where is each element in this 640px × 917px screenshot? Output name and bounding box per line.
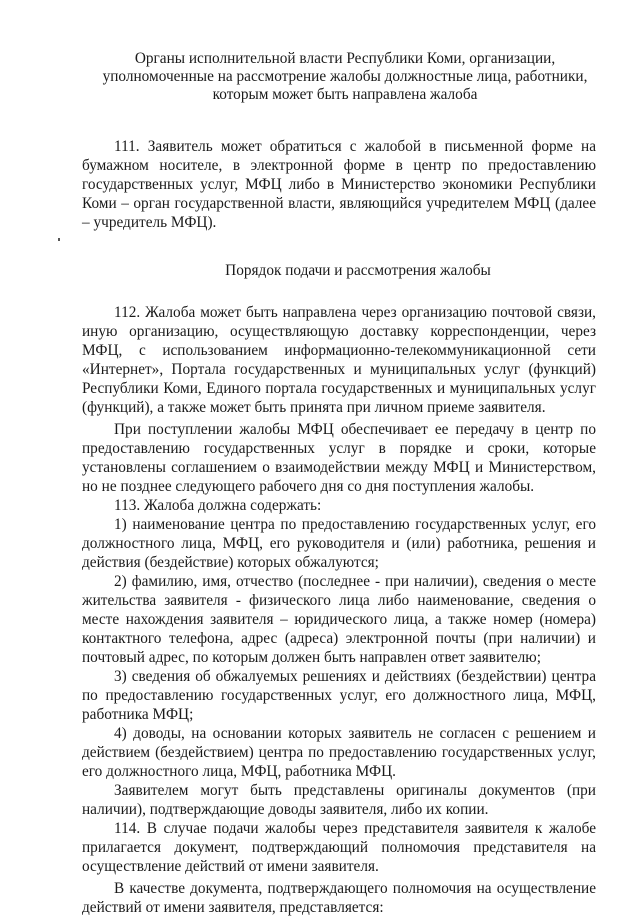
heading-line-1: Органы исполнительной власти Республики Коми, организации,	[134, 50, 556, 67]
section-title: Порядок подачи и рассмотрения жалобы	[225, 262, 491, 279]
paragraph-originals: Заявителем могут быть представлены оригиналы документов (при наличии), подтверждающие доводы заявителя, либо их копии.	[82, 782, 596, 818]
list-item-1: 1) наименование центра по предоставлению государственных услуг, его должностного лица, МФЦ, его руководителя и (или) работника, решения и действия (бездействие) которых обжалуются;	[82, 516, 596, 571]
paragraph-113: 113. Жалоба должна содержать:	[114, 497, 322, 514]
scan-speck	[58, 238, 60, 241]
paragraph-114: 114. В случае подачи жалобы через представителя заявителя к жалобе прилагается документ, подтверждающий полномочия представителя на осуществление действий от имени заявителя.	[82, 820, 596, 875]
paragraph-111: 111. Заявитель может обратиться с жалобой в письменной форме на бумажном носителе, в электронной форме в центр по предоставлению государственных услуг, МФЦ либо в Министерство экономики Республики Коми – орган государственной власти, являющийся учредителем МФЦ (далее – учредитель МФЦ).	[82, 138, 596, 231]
paragraph-authority-document: В качестве документа, подтверждающего полномочия на осуществление действий от имени заявителя, представляется:	[82, 880, 596, 916]
heading-line-2: уполномоченные на рассмотрение жалобы должностные лица, работники,	[102, 68, 588, 85]
document-page	[82, 50, 596, 917]
paragraph-mfc-transfer: При поступлении жалобы МФЦ обеспечивает ее передачу в центр по предоставлению государственных услуг в порядке и сроки, которые установлены соглашением о взаимодействии между МФЦ и Министерством, но не позднее следующего рабочего дня со дня поступления жалобы.	[82, 421, 596, 495]
paragraph-112: 112. Жалоба может быть направлена через организацию почтовой связи, иную организацию, осуществляющую доставку корреспонденции, через МФЦ, с использованием информационно-телекоммуникационной сети «Интернет», Портала государственных и муниципальных услуг (функций) Республики Коми, Единого портала государственных и муниципальных услуг (функций), а также может быть принята при личном приеме заявителя.	[82, 304, 596, 416]
list-item-2: 2) фамилию, имя, отчество (последнее - при наличии), сведения о месте жительства заявителя - физического лица либо наименование, сведения о месте нахождения заявителя – юридического лица, а также номер (номера) контактного телефона, адрес (адреса) электронной почты (при наличии) и почтовый адрес, по которым должен быть направлен ответ заявителю;	[82, 573, 596, 666]
section-heading	[94, 50, 596, 104]
list-item-3: 3) сведения об обжалуемых решениях и действиях (бездействии) центра по предоставлению государственных услуг, его должностного лица, МФЦ, работника МФЦ;	[82, 668, 596, 723]
list-item-4: 4) доводы, на основании которых заявитель не согласен с решением и действием (бездействием) центра по предоставлению государственных услуг, его должностного лица, МФЦ, работника МФЦ.	[82, 725, 596, 780]
heading-line-3: которым может быть направлена жалоба	[212, 86, 478, 103]
